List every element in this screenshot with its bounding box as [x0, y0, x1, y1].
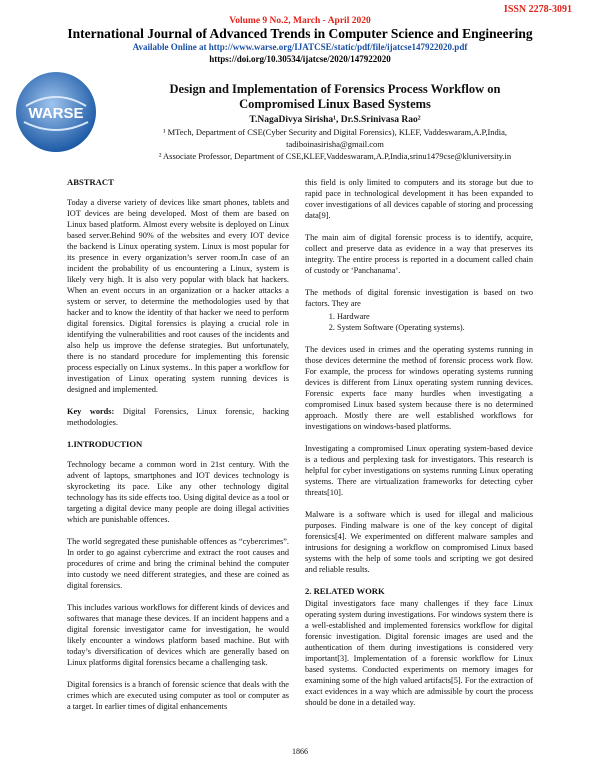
factors-list [305, 311, 533, 333]
page-number: 1866 [292, 747, 308, 756]
intro-paragraph-4: Digital forensics is a branch of forensic science that deals with the crimes which are executed using computer as tool or computer as a target. In earlier times of digital enhancements [67, 680, 289, 711]
title-line-1: Design and Implementation of Forensics Process Workflow on [169, 82, 501, 96]
list-item: 2. System Software (Operating systems). [337, 322, 533, 333]
right-paragraph-4: The devices used in crimes and the operating systems running in those devices determine the method of forensic process work flow. For example, the process for windows operating systems running devices is different from Linux operating system running devices. Forensic experts face many hurdles when investigating a compromised Linux based system because there is no determined approach. Mostly there are well established workflows for investigations on windows-based platforms. [305, 345, 533, 431]
volume-info: Volume 9 No.2, March - April 2020 [229, 16, 371, 26]
abstract-text: Today a diverse variety of devices like smart phones, tablets and IOT devices are being developed. Most of them are based on Linux based platform. Almost every website is deployed on Linux based server.Behind 90% of the websites and every IOT device the backend is Linux operating system. Linux is most popular for its presence in every organization’s server room.In case of an incident the probability of us encountering a Linux, system is likely very high. It is also very popular with black hat hackers. When an event occurs in an organization or a hacker attacks a system or server, to determine the methodologies used by that hacker and to know the identity of that hacker we need to perform digital forensics. Digital forensics is playing a crucial role in identifying the vulnerabilities and root causes of the incidents and also help us improve the defense strategies. But unfortunately, there is no standard procedure for implementing this forensic process especially on Linux systems.. In this paper a workflow for investigation of Linux operating system running devices is designed and implemented. [67, 198, 289, 394]
keywords [67, 406, 289, 428]
right-paragraph-1: this field is only limited to computers and its storage but due to rapid pace in technological development it has been expanded to cover investigations of all devices capable of storing and processing data[9]. [305, 178, 533, 220]
intro-heading: 1.INTRODUCTION [67, 439, 143, 449]
affiliation-2: ² Associate Professor, Department of CSE,KLEF,Vaddeswaram,A.P,India,srinu1479cse@kluniversity.in [158, 151, 512, 161]
keywords-label: Key words: [67, 407, 115, 416]
doi-link[interactable]: https://doi.org/10.30534/ijatcse/2020/147922020 [209, 54, 391, 64]
journal-title: International Journal of Advanced Trends in Computer Science and Engineering [67, 26, 533, 41]
list-item: 1. Hardware [337, 311, 533, 322]
affiliation-1: ¹ MTech, Department of CSE(Cyber Security and Digital Forensics), KLEF, Vaddeswaram,A.P,India, [162, 127, 508, 137]
logo-text: WARSE [28, 105, 84, 122]
intro-paragraph-1: Technology became a common word in 21st century. With the advent of laptops, smartphones and IOT devices technology is skyrocketing its pace. Like any other technology digital technology has its side effects too. Using digital device as a tool or targeting a digital device many people are doing illegal activities which are punishable offences. [67, 460, 289, 524]
affiliation-1-email[interactable]: tadiboinasirisha@gmail.com [286, 139, 384, 149]
related-work-paragraph: Digital investigators face many challenges if they face Linux operating system during investigations. For windows system there is a well-established and implemented forensics workflow for digital forensic investigation. Digital forensic images are used and the authentication of them during investigations is considered very important[3]. Implementation of a forensic workflow for Linux based systems. Conducted experiments on memory images for examining some of the high valued artifacts[5]. For the extraction of exact evidences in a way which are admissible by court the process should be done in a detailed way. [305, 599, 533, 707]
issn: ISSN 2278-3091 [503, 4, 572, 15]
right-paragraph-5: Investigating a compromised Linux operating system-based device is a tedious and perplexing task for investigators. This research is helpful for cyber investigations on systems running Linux operating systems. There are virtualization frameworks for detecting cyber threats[10]. [305, 444, 533, 497]
authors: T.NagaDivya Sirisha¹, Dr.S.Srinivasa Rao² [249, 115, 421, 125]
warse-logo [12, 68, 100, 156]
related-work-heading: 2. RELATED WORK [305, 586, 385, 596]
abstract-heading: ABSTRACT [67, 177, 114, 187]
right-paragraph-2: The main aim of digital forensic process is to identify, acquire, collect and preserve data as evidence in a way that preserves its integrity. The entire process is reported in a document called chain of custody or ‘Panchanama’. [305, 233, 533, 275]
right-column [305, 177, 533, 719]
online-url[interactable]: Available Online at http://www.warse.org/IJATCSE/static/pdf/file/ijatcse147922020.pdf [132, 42, 468, 52]
right-paragraph-6: Malware is a software which is used for illegal and malicious purposes. Finding malware is one of the key concept of digital forensics[4]. We experimented on different malware samples and intrusions for designing a workflow on compromised Linux based systems with the help of some tools and scripting we got desired and reliable results. [305, 510, 533, 574]
intro-paragraph-2: The world segregated these punishable offences as “cybercrimes”. In order to go against cybercrime and extract the root causes and procedures of crime and bring the criminal behind the computer into custody we need different strategies, and these are coined as digital forensics. [67, 537, 289, 590]
right-paragraph-3: The methods of digital forensic investigation is based on two factors. They are [305, 288, 533, 308]
paper-title [100, 82, 570, 112]
title-line-2: Compromised Linux Based Systems [239, 97, 431, 111]
keywords-text: Digital Forensics, Linux forensic, hacking methodologies. [67, 407, 289, 427]
left-column [67, 177, 289, 723]
intro-paragraph-3: This includes various workflows for different kinds of devices and softwares that manage these devices. If an incident happens and a digital forensic investigator came for investigation, he would likely encounter a windows platform based machine. But with today’s diversification of devices which are generally based on Linux platforms digital forensics became a challenging task. [67, 603, 289, 667]
